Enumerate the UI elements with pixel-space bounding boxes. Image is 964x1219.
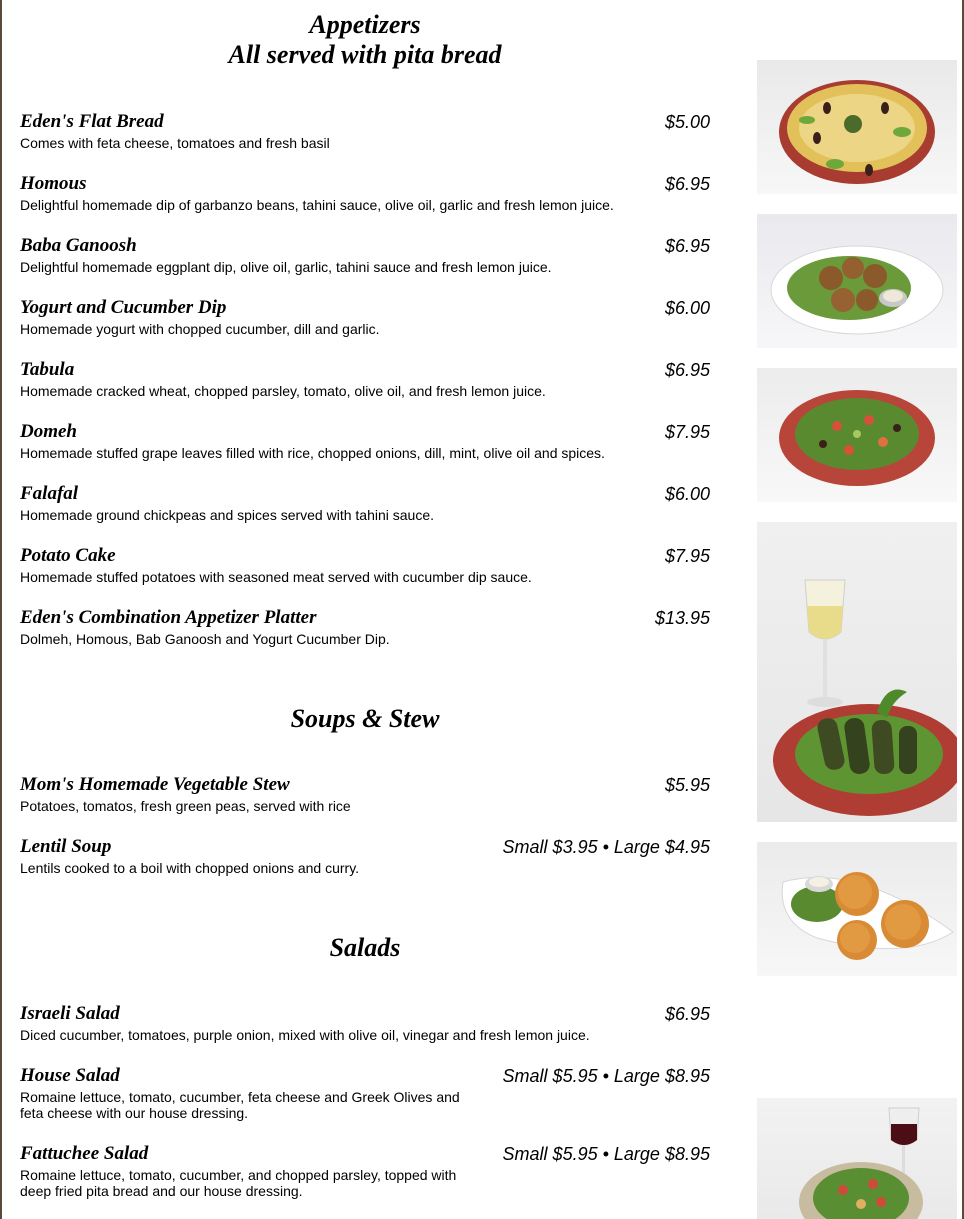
item-description: Homemade stuffed potatoes with seasoned meat served with cucumber dip sauce.	[20, 569, 532, 585]
salads-title: Salads	[329, 933, 401, 962]
item-description: Comes with feta cheese, tomatoes and fresh basil	[20, 135, 330, 151]
item-price: $6.95	[664, 1004, 710, 1024]
soups-title: Soups & Stew	[290, 704, 440, 733]
item-name: Tabula	[20, 359, 75, 380]
item-name: Domeh	[20, 421, 77, 442]
item-name: Fattuchee Salad	[20, 1143, 149, 1164]
item-description: Dolmeh, Homous, Bab Ganoosh and Yogurt Cucumber Dip.	[20, 631, 390, 647]
item-description: Homemade yogurt with chopped cucumber, dill and garlic.	[20, 321, 380, 337]
item-name: Yogurt and Cucumber Dip	[20, 297, 227, 318]
item-description: Delightful homemade dip of garbanzo beans, tahini sauce, olive oil, garlic and fresh lemon juice.	[20, 197, 614, 213]
tabula-plate-photo	[757, 368, 957, 502]
item-price: $6.00	[664, 484, 710, 504]
item-description: Homemade cracked wheat, chopped parsley, tomato, olive oil, and fresh lemon juice.	[20, 383, 546, 399]
item-name: Israeli Salad	[20, 1003, 120, 1024]
item-price: Small $5.95 • Large $8.95	[502, 1144, 710, 1164]
item-name: Falafal	[20, 483, 79, 504]
item-name: Eden's Flat Bread	[20, 111, 164, 132]
item-name: Mom's Homemade Vegetable Stew	[20, 774, 290, 795]
item-description: Romaine lettuce, tomato, cucumber, and chopped parsley, topped with deep fried pita bread and our house dressing.	[20, 1167, 457, 1199]
item-description: Romaine lettuce, tomato, cucumber, feta cheese and Greek Olives and feta cheese with our house dressing.	[20, 1089, 460, 1121]
item-price: $6.95	[664, 236, 710, 256]
item-name: Homous	[20, 173, 87, 194]
item-price: $5.00	[664, 112, 710, 132]
item-description: Potatoes, tomatos, fresh green peas, served with rice	[20, 798, 351, 814]
appetizers-subtitle: All served with pita bread	[228, 40, 502, 69]
item-price: Small $3.95 • Large $4.95	[502, 837, 710, 857]
item-price: Small $5.95 • Large $8.95	[502, 1066, 710, 1086]
dolmeh-wine-photo	[757, 522, 957, 822]
potato-cake-photo	[757, 842, 957, 976]
item-name: Baba Ganoosh	[20, 235, 137, 256]
falafel-bowl-photo	[757, 214, 957, 348]
item-name: Lentil Soup	[20, 836, 112, 857]
flatbread-photo	[757, 60, 957, 194]
item-name: House Salad	[20, 1065, 120, 1086]
item-description: Lentils cooked to a boil with chopped onions and curry.	[20, 860, 360, 876]
item-price: $7.95	[664, 546, 710, 566]
item-price: $7.95	[664, 422, 710, 442]
item-price: $6.95	[664, 360, 710, 380]
item-price: $13.95	[654, 608, 710, 628]
item-price: $5.95	[664, 775, 710, 795]
item-description: Diced cucumber, tomatoes, purple onion, mixed with olive oil, vinegar and fresh lemon juice.	[20, 1027, 590, 1043]
salad-wine-photo	[757, 1098, 957, 1219]
item-price: $6.95	[664, 174, 710, 194]
item-name: Eden's Combination Appetizer Platter	[20, 607, 317, 628]
item-description: Homemade stuffed grape leaves filled with rice, chopped onions, dill, mint, olive oil and spices.	[20, 445, 605, 461]
appetizers-title: Appetizers	[309, 10, 421, 39]
item-description: Delightful homemade eggplant dip, olive oil, garlic, tahini sauce and fresh lemon juice.	[20, 259, 552, 275]
item-name: Potato Cake	[20, 545, 116, 566]
item-price: $6.00	[664, 298, 710, 318]
item-description: Homemade ground chickpeas and spices served with tahini sauce.	[20, 507, 435, 523]
